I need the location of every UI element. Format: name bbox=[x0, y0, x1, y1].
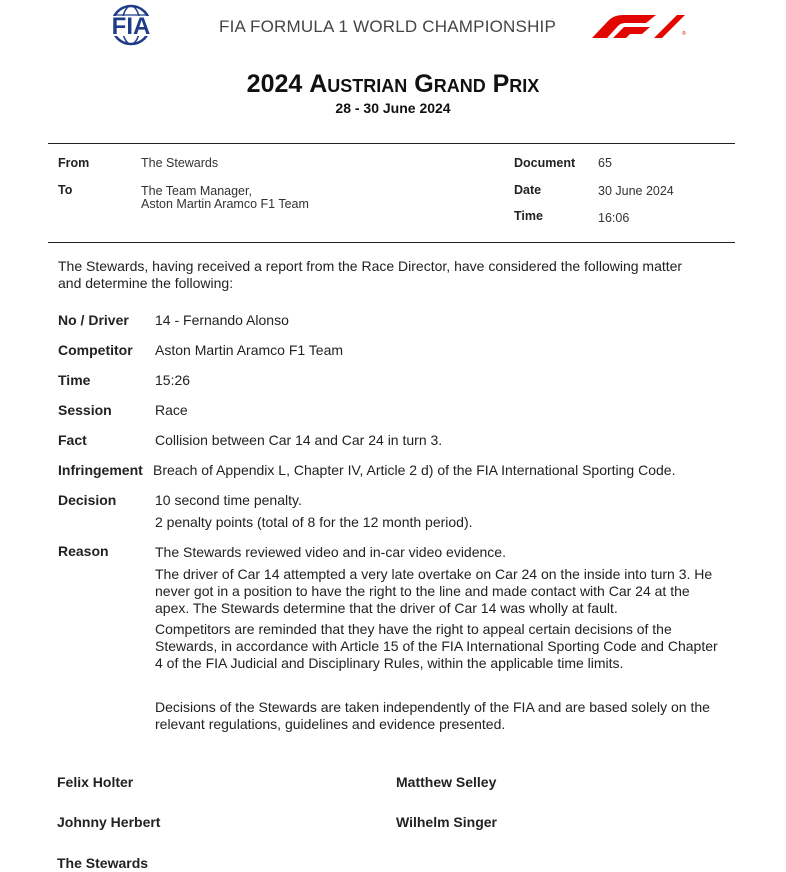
decision-value-1: 10 second time penalty. bbox=[155, 492, 302, 508]
divider-top bbox=[48, 143, 735, 144]
divider-bottom bbox=[48, 242, 735, 243]
intro-paragraph: The Stewards, having received a report from the Race Director, have considered the following matter and determine the following: bbox=[58, 258, 683, 291]
to-value-line1: The Team Manager, bbox=[141, 184, 252, 198]
from-label: From bbox=[58, 156, 90, 170]
steward-name: Johnny Herbert bbox=[57, 814, 161, 830]
to-value-line2: Aston Martin Aramco F1 Team bbox=[141, 197, 309, 211]
event-dates: 28 - 30 June 2024 bbox=[335, 100, 451, 116]
reason-value-1: The Stewards reviewed video and in-car video evidence. bbox=[155, 544, 506, 560]
driver-value: 14 - Fernando Alonso bbox=[155, 312, 289, 328]
page-title bbox=[0, 70, 786, 99]
driver-label: No / Driver bbox=[58, 312, 129, 328]
reason-value-2: The driver of Car 14 attempted a very late overtake on Car 24 on the inside into turn 3. He never got in a position to have the right to the line and made contact with Car 24 at the apex. The Stewards determine that the driver of Car 14 was wholly at fault. bbox=[155, 566, 713, 616]
fia-logo bbox=[97, 4, 165, 46]
steward-name: Matthew Selley bbox=[396, 774, 497, 790]
title-name: Austrian Grand Prix bbox=[309, 70, 540, 98]
fact-value: Collision between Car 14 and Car 24 in turn 3. bbox=[155, 432, 443, 448]
from-value: The Stewards bbox=[141, 156, 219, 170]
infringement-value: Breach of Appendix L, Chapter IV, Article 2 d) of the FIA International Sporting Code. bbox=[153, 462, 676, 478]
competitor-label: Competitor bbox=[58, 342, 133, 358]
competitor-value: Aston Martin Aramco F1 Team bbox=[155, 342, 344, 358]
stewards-footer: The Stewards bbox=[57, 855, 149, 871]
steward-name: Felix Holter bbox=[57, 774, 134, 790]
fact-label: Fact bbox=[58, 432, 87, 448]
session-label: Session bbox=[58, 402, 112, 418]
f1-logo-icon bbox=[592, 12, 686, 38]
reason-value-3: Competitors are reminded that they have the right to appeal certain decisions of the Stewards, in accordance with Article 15 of the FIA International Sporting Code and Chapter 4 of the FIA Judicial and Disciplinary Rules, within the applicable time limits. bbox=[155, 621, 718, 671]
steward-name: Wilhelm Singer bbox=[396, 814, 498, 830]
decision-label: Decision bbox=[58, 492, 117, 508]
svg-text:FIA: FIA bbox=[111, 13, 151, 40]
session-value: Race bbox=[155, 402, 188, 418]
document-value: 65 bbox=[598, 156, 612, 170]
time-row-value: 15:26 bbox=[155, 372, 191, 388]
document-header bbox=[0, 0, 786, 60]
decision-value-2: 2 penalty points (total of 8 for the 12 month period). bbox=[155, 514, 473, 530]
to-label: To bbox=[58, 183, 73, 197]
infringement-label: Infringement bbox=[58, 462, 143, 478]
fia-globe-icon bbox=[97, 4, 165, 46]
championship-title: FIA FORMULA 1 WORLD CHAMPIONSHIP bbox=[219, 17, 557, 36]
title-year: 2024 bbox=[246, 70, 303, 98]
time-row-label: Time bbox=[58, 372, 91, 388]
reason-label: Reason bbox=[58, 543, 109, 559]
reason-value-4: Decisions of the Stewards are taken independently of the FIA and are based solely on the relevant regulations, guidelines and evidence presented. bbox=[155, 699, 710, 732]
time-value: 16:06 bbox=[598, 211, 630, 225]
date-label: Date bbox=[514, 183, 542, 197]
time-label: Time bbox=[514, 209, 543, 223]
date-value: 30 June 2024 bbox=[598, 184, 674, 198]
f1-logo bbox=[592, 12, 686, 43]
svg-text:®: ® bbox=[682, 31, 686, 37]
document-label: Document bbox=[514, 156, 576, 170]
